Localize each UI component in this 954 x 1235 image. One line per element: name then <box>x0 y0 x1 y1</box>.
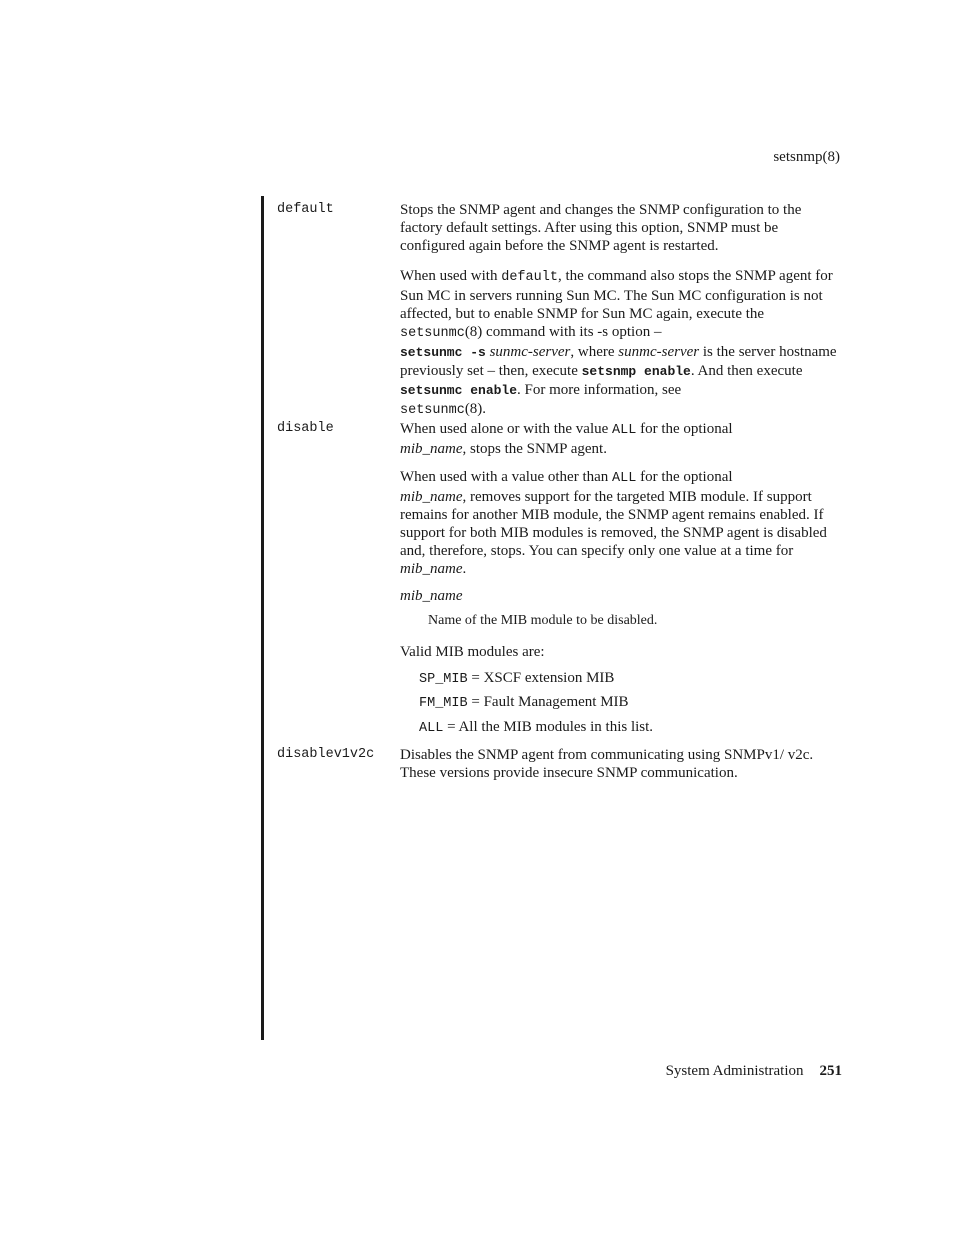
option-disable-term: disable <box>277 421 334 436</box>
option-default-desc-2 <box>400 267 842 420</box>
option-disable-desc <box>400 420 842 458</box>
module-list-item: FM_MIB = Fault Management MIB <box>419 694 629 711</box>
page-footer <box>666 1063 842 1080</box>
running-header: setsnmp(8) <box>773 149 840 165</box>
disablev1v2c-paragraph: Disables the SNMP agent from communicating using SNMPv1/ v2c. These versions provide insecure SNMP communication. <box>400 747 814 781</box>
option-default-desc <box>400 201 842 255</box>
disable-paragraph-2: When used with a value other than ALL for the optional mib_name, removes support for the targeted MIB module. If support remains for another MIB module, the SNMP agent remains enabled. If support for both MIB modules is removed, the SNMP agent is disabled and, therefore, stops. You can specify only one value at a time for mib_name. <box>400 469 827 577</box>
operand-mib-name-desc: Name of the MIB module to be disabled. <box>428 613 658 628</box>
disable-paragraph-1: When used alone or with the value ALL for the optional mib_name, stops the SNMP agent. <box>400 421 733 457</box>
page-number: 251 <box>819 1063 842 1079</box>
option-disablev1v2c-term: disablev1v2c <box>277 747 375 762</box>
footer-section-title: System Administration <box>665 1063 804 1079</box>
valid-modules-label: Valid MIB modules are: <box>400 644 545 660</box>
default-paragraph-2: When used with default, the command also stops the SNMP agent for Sun MC in servers running Sun MC. The Sun MC configuration is not affected, but to enable SNMP for Sun MC again, execute the setsunmc(8) command with its -s option – setsunmc -s sunmc-server, where sunmc-server is the server hostname previously set – then, execute setsnmp enable. And then execute setsunmc enable. For more information, see setsunmc(8). <box>400 268 837 418</box>
option-disablev1v2c-desc <box>400 746 842 782</box>
module-list-item: ALL = All the MIB modules in this list. <box>419 719 654 736</box>
default-paragraph-1: Stops the SNMP agent and changes the SNMP configuration to the factory default settings. After using this option, SNMP must be configured again before the SNMP agent is restarted. <box>400 202 802 254</box>
module-list-item: SP_MIB = XSCF extension MIB <box>419 670 615 687</box>
change-bar <box>261 196 264 1040</box>
option-disable-desc-2 <box>400 468 842 578</box>
operand-mib-name-term: mib_name <box>400 588 463 604</box>
option-default-term: default <box>277 202 334 217</box>
